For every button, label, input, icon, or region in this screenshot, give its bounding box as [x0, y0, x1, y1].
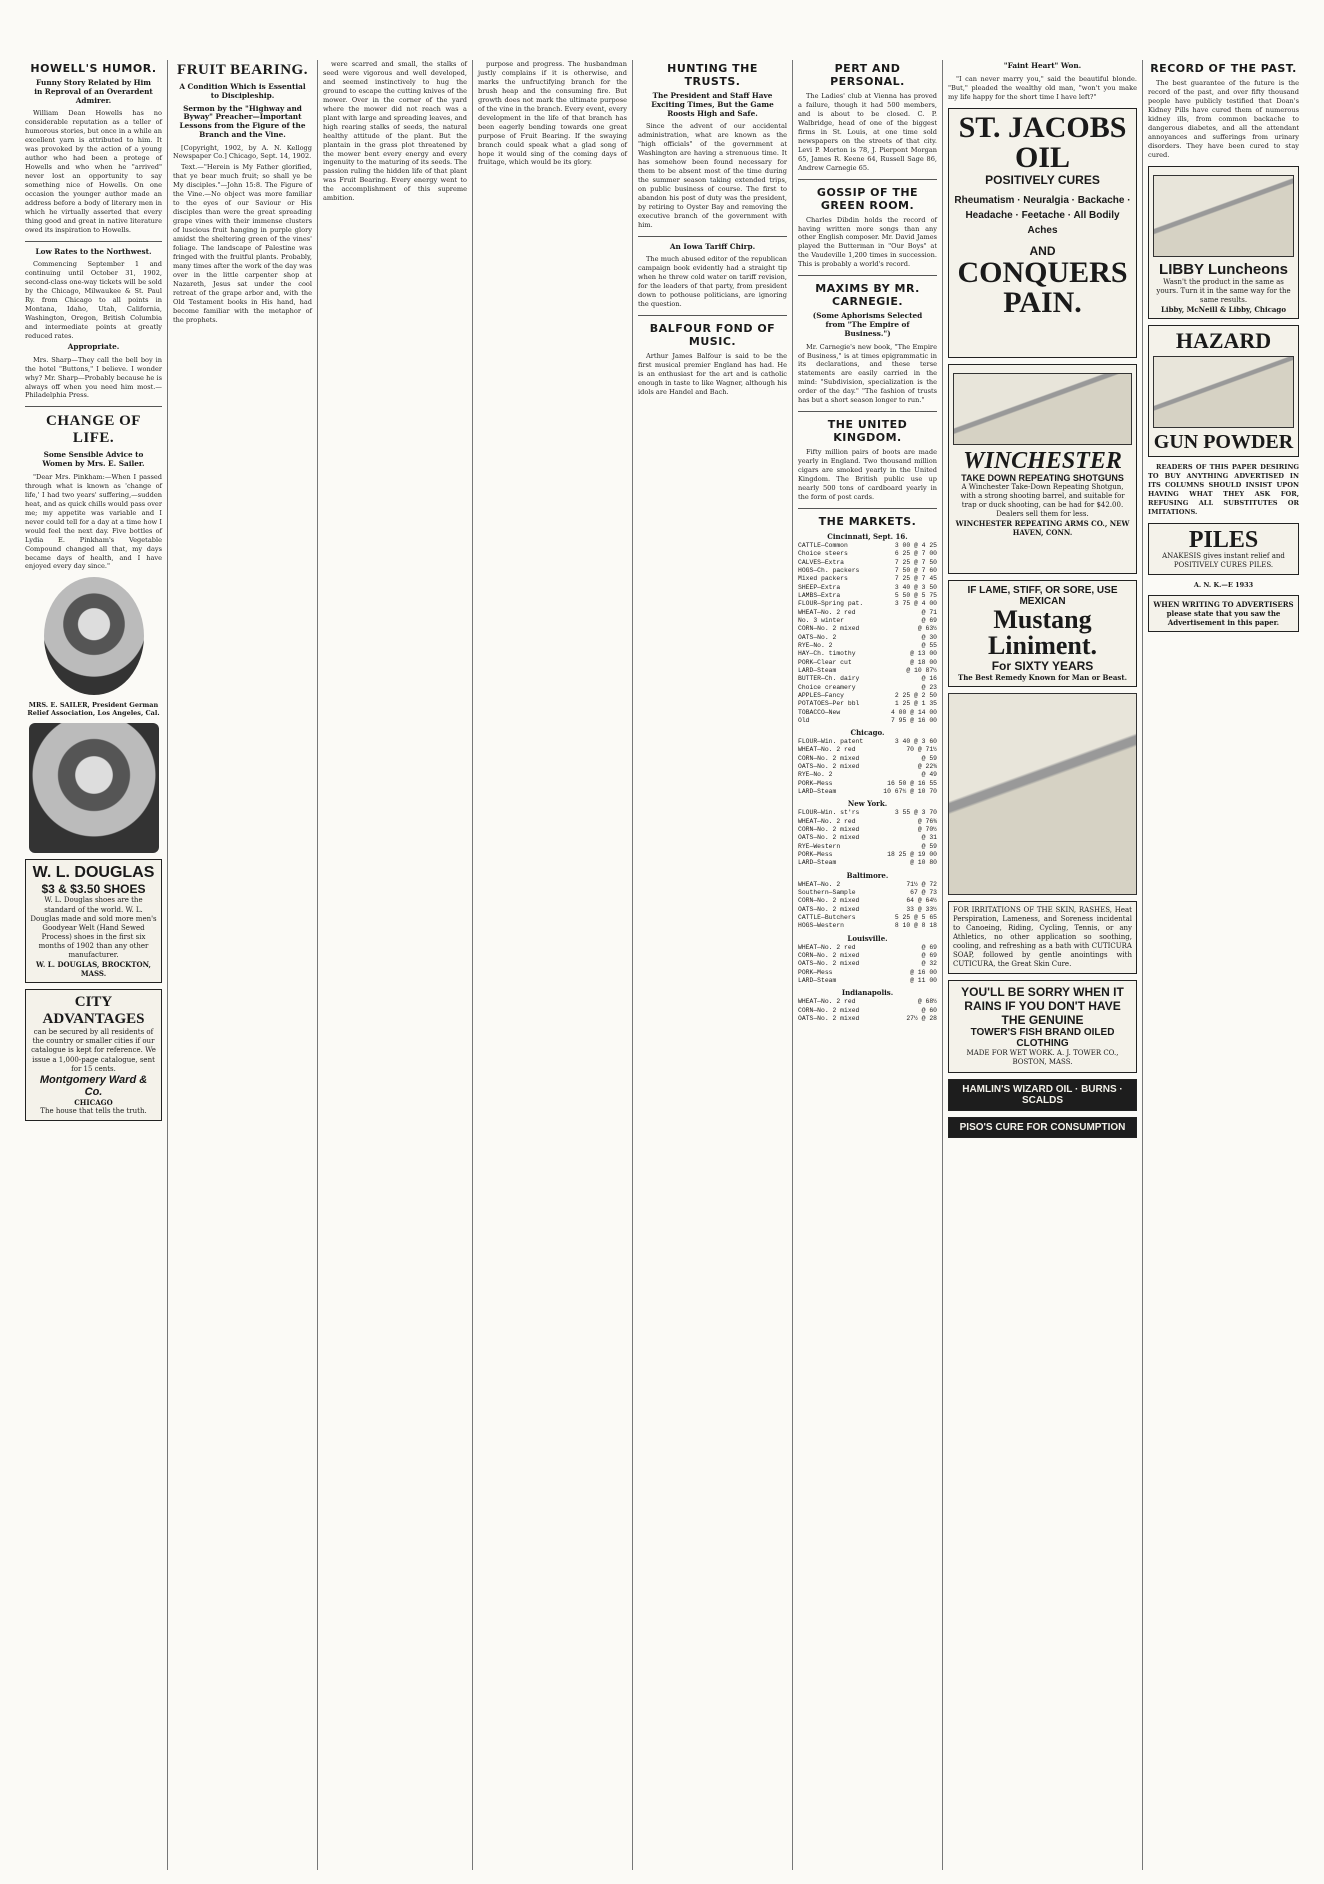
faint-title: "Faint Heart" Won.	[1003, 61, 1082, 70]
approp-text: Mrs. Sharp—They call the bell boy in the hotel "Buttons," I believe. I wonder why? Mr. Sharp—Probably because he is always off when you need him most.—Philadelphia Press.	[25, 355, 162, 400]
balfour-title: BALFOUR FOND OF MUSIC.	[649, 322, 776, 349]
balfour-text: Arthur James Balfour is said to be the first musical premier England has had. He is an enthusiast for the art and is catholic enough in taste to like Wagner, although his idols are Handel and Bach.	[638, 352, 787, 396]
trusts-text: Since the advent of our accidental administration, what are known as the "high officials" of the government at Washington are having a strenuous time. It has somehow been found necessary for them to be absent most of the time during the summer season taking extended trips, on public business of course. The first to abandon his post of duty was the president, by retiring to Oyster Bay and removing the executive branch of the government with him.	[638, 122, 787, 229]
market-item: RYE—Western	[798, 842, 841, 850]
market-item: PORK—Mess	[798, 851, 833, 859]
piles-title: PILES	[1188, 526, 1259, 553]
city-place: CHICAGO	[74, 1097, 113, 1107]
market-value: 10 67½ @ 10 70	[883, 788, 937, 796]
city-foot: The house that tells the truth.	[40, 1106, 147, 1115]
market-row	[798, 944, 937, 952]
market-item: TOBACCO—New	[798, 708, 841, 716]
maxims-title: MAXIMS BY MR. CARNEGIE.	[815, 282, 920, 309]
market-row	[798, 851, 937, 859]
market-row	[798, 881, 937, 889]
market-value: 16 50 @ 16 55	[887, 779, 937, 787]
fruit-subtitle-2: Sermon by the "Highway and Byway" Preacher—Important Lessons from the Figure of the Branch and the Vine.	[179, 103, 306, 139]
market-item: RYE—No. 2	[798, 771, 833, 779]
market-item: POTATOES—Per bbl	[798, 700, 860, 708]
approp-title: Appropriate.	[67, 341, 120, 351]
markets-table	[798, 998, 937, 1023]
winchester-ad	[948, 364, 1137, 574]
market-value: @ 59	[921, 842, 937, 850]
piso-text: PISO'S CURE FOR CONSUMPTION	[959, 1121, 1126, 1133]
market-row	[798, 977, 937, 985]
trusts-title: HUNTING THE TRUSTS.	[667, 62, 758, 88]
market-value: 70 @ 71½	[906, 746, 937, 754]
markets-city: Louisville.	[847, 933, 888, 943]
market-row	[798, 575, 937, 583]
market-value: @ 22¾	[917, 763, 937, 771]
mustang-ad	[948, 580, 1137, 687]
market-row	[798, 771, 937, 779]
market-value: @ 69	[921, 616, 937, 624]
market-row	[798, 617, 937, 625]
markets-city: Indianapolis.	[841, 988, 894, 998]
market-value: @ 60	[921, 1006, 937, 1014]
fruit-copyright: [Copyright, 1902, by A. N. Kellogg Newspaper Co.] Chicago, Sept. 14, 1902.	[173, 143, 312, 161]
libby-text: Wasn't the product in the same as yours. Turn it in the same way for the same results.	[1156, 277, 1291, 304]
northwest-title: Low Rates to the Northwest.	[35, 246, 152, 256]
hunter-illustration	[953, 373, 1132, 445]
duck-illustration	[1153, 356, 1294, 428]
change-subtitle: Some Sensible Advice to Women by Mrs. E. Sailer.	[42, 450, 145, 469]
winchester-sub: TAKE DOWN REPEATING SHOTGUNS	[961, 472, 1124, 483]
market-value: 33 @ 33½	[906, 905, 937, 913]
market-value: @ 68½	[917, 998, 937, 1006]
hazard-sub: GUN POWDER	[1153, 430, 1294, 453]
market-value: 67 @ 73	[910, 889, 937, 897]
jacobs-ad	[948, 108, 1137, 358]
market-row	[798, 914, 937, 922]
market-value: 5 25 @ 5 65	[894, 914, 937, 922]
column-4	[473, 60, 633, 1870]
market-item: WHEAT—No. 2 red	[798, 608, 856, 616]
market-value: 64 @ 64½	[906, 897, 937, 905]
city-text: can be secured by all residents of the country or smaller cities if our catalogue is kept for reference. We issue a 1,000-page catalogue, sent for 15 cents.	[31, 1028, 156, 1073]
market-value: 3 40 @ 3 60	[894, 738, 937, 746]
market-row	[798, 592, 937, 600]
market-value: 27½ @ 28	[906, 1015, 937, 1023]
market-row	[798, 906, 937, 914]
market-row	[798, 746, 937, 754]
market-item: PORK—Clear cut	[798, 658, 852, 666]
market-item: RYE—No. 2	[798, 641, 833, 649]
market-row	[798, 826, 937, 834]
market-row	[798, 634, 937, 642]
libby-title: LIBBY Luncheons	[1159, 260, 1288, 278]
market-item: No. 3 winter	[798, 616, 845, 624]
change-title: CHANGE OF LIFE.	[46, 413, 141, 447]
market-row	[798, 922, 937, 930]
divider	[798, 179, 937, 180]
market-item: PORK—Mess	[798, 968, 833, 976]
market-row	[798, 998, 937, 1006]
douglas-name: W. L. DOUGLAS	[32, 864, 155, 882]
jacobs-positively: POSITIVELY CURES	[985, 172, 1100, 187]
market-value: @ 59	[921, 754, 937, 762]
douglas-portrait	[29, 723, 159, 853]
market-value: @ 49	[921, 771, 937, 779]
markets-table	[798, 944, 937, 986]
market-row	[798, 650, 937, 658]
market-item: WHEAT—No. 2	[798, 880, 841, 888]
market-value: 3 55 @ 3 70	[894, 809, 937, 817]
market-item: APPLES—Fancy	[798, 691, 845, 699]
uk-text: Fifty million pairs of boots are made yearly in England. Two thousand million cigars are smoked yearly in the United Kingdom. The British public use up nearly 500 tons of cardboard yearly in the form of post cards.	[798, 448, 937, 501]
fruit-title: FRUIT BEARING.	[177, 62, 308, 78]
tariff-title: An Iowa Tariff Chirp.	[669, 241, 756, 251]
market-row	[798, 818, 937, 826]
market-value: @ 55	[921, 641, 937, 649]
winchester-address: WINCHESTER REPEATING ARMS CO., NEW HAVEN, CONN.	[955, 518, 1130, 538]
column-6	[793, 60, 943, 1870]
column-2	[168, 60, 318, 1870]
markets-title: THE MARKETS.	[818, 514, 917, 528]
market-item: LARD—Steam	[798, 666, 837, 674]
jacobs-name: ST. JACOBS OIL	[958, 110, 1127, 174]
city-title: CITY ADVANTAGES	[42, 994, 145, 1028]
markets-city: Chicago.	[850, 728, 885, 738]
market-row	[798, 667, 937, 675]
market-item: OATS—No. 2 mixed	[798, 960, 860, 968]
markets-city: Cincinnati, Sept. 16.	[827, 531, 908, 541]
market-item: BUTTER—Ch. dairy	[798, 675, 860, 683]
markets-city: Baltimore.	[846, 870, 889, 880]
market-row	[798, 834, 937, 842]
column-8	[1143, 60, 1304, 1870]
market-row	[798, 897, 937, 905]
mustang-name: Mustang Liniment.	[987, 604, 1098, 660]
pert-title: PERT AND PERSONAL.	[830, 62, 905, 88]
piles-text: ANAKESIS gives instant relief and POSITIVELY CURES PILES.	[1162, 551, 1285, 569]
city-ad	[25, 989, 162, 1121]
market-item: LAMBS—Extra	[798, 591, 841, 599]
hazard-ad	[1148, 325, 1299, 457]
trusts-subtitle: The President and Staff Have Exciting Times, But the Game Roosts High and Safe.	[651, 91, 774, 118]
market-item: OATS—No. 2 mixed	[798, 905, 860, 913]
douglas-address: W. L. DOUGLAS, BROCKTON, MASS.	[36, 960, 151, 979]
fruit-subtitle: A Condition Which is Essential to Discipleship.	[179, 82, 306, 100]
market-item: WHEAT—No. 2 red	[798, 943, 856, 951]
libby-illustration	[1153, 175, 1294, 257]
market-row	[798, 1007, 937, 1015]
fruit-continued-text: were scarred and small, the stalks of seed were vigorous and well developed, and seemed instinctively to hug the ground to escape the cutting knives of the mower. Over in the corner of the yard where the mower did not reach was a plant with large and spreading leaves, and high rearing stalks of seeds, the natural healthy attitude of the plant. But the plantain in the grass plot threatened by the mower bent every energy and every ingenuity to the maturing of its seeds. The passion ruling the hidden life of that plant was Fruit Bearing. Every energy went to the accomplishment of this supreme ambition.	[323, 60, 467, 203]
market-row	[798, 567, 937, 575]
markets-city: New York.	[847, 799, 888, 809]
market-row	[798, 550, 937, 558]
market-row	[798, 609, 937, 617]
market-value: 1 25 @ 1 35	[894, 700, 937, 708]
footer-text: WHEN WRITING TO ADVERTISERS please state that you saw the Advertisement in this paper.	[1153, 599, 1294, 628]
market-row	[798, 809, 937, 817]
market-value: 7 50 @ 7 60	[894, 566, 937, 574]
tower-ad	[948, 980, 1137, 1072]
divider	[638, 236, 787, 237]
market-value: @ 63½	[917, 625, 937, 633]
market-item: WHEAT—No. 2 red	[798, 817, 856, 825]
market-row	[798, 859, 937, 867]
market-row	[798, 843, 937, 851]
market-item: HAY—Ch. timothy	[798, 650, 856, 658]
footer-notice	[1148, 595, 1299, 632]
mustang-top: IF LAME, STIFF, OR SORE, USE MEXICAN	[967, 584, 1118, 607]
market-row	[798, 542, 937, 550]
market-value: @ 16	[921, 675, 937, 683]
market-value: @ 71	[921, 608, 937, 616]
gossip-text: Charles Dibdin holds the record of having written more songs than any other English composer. Mr. David James played the Butterman in "Our Boys" at the Vaudeville 1,200 times in succession. This is probably a world's record.	[798, 215, 937, 269]
column-7	[943, 60, 1143, 1870]
market-item: CORN—No. 2 mixed	[798, 952, 860, 960]
market-item: WHEAT—No. 2 red	[798, 746, 856, 754]
douglas-line: $3 & $3.50 SHOES	[41, 882, 146, 897]
market-row	[798, 600, 937, 608]
piso-ad	[948, 1117, 1137, 1138]
markets-table	[798, 809, 937, 867]
mustang-foot: The Best Remedy Known for Man or Beast.	[957, 672, 1128, 682]
market-item: LARD—Steam	[798, 788, 837, 796]
humor-title: HOWELL'S HUMOR.	[30, 62, 157, 75]
gossip-title: GOSSIP OF THE GREEN ROOM.	[816, 185, 919, 212]
divider	[25, 406, 162, 407]
market-row	[798, 675, 937, 683]
douglas-text: W. L. Douglas shoes are the standard of the world. W. L. Douglas made and sold more men's Goodyear Welt (Hand Sewed Process) shoes in the first six months of 1902 than any other manufacturer.	[30, 896, 157, 959]
maxims-subtitle: (Some Aphorisms Selected from "The Empire of Business.")	[812, 311, 923, 338]
market-value: @ 32	[921, 960, 937, 968]
market-value: 6 25 @ 7 00	[894, 550, 937, 558]
market-item: FLOUR—Win. patent	[798, 738, 864, 746]
column-3	[318, 60, 473, 1870]
market-row	[798, 642, 937, 650]
market-item: CORN—No. 2 mixed	[798, 754, 860, 762]
market-row	[798, 709, 937, 717]
market-value: @ 11 00	[910, 977, 937, 985]
market-value: 4 00 @ 14 00	[890, 708, 937, 716]
tariff-text: The much abused editor of the republican campaign book evidently had a straight tip when he threw cold water on tariff revision, for the leaders of that party, from president down to pothouse politicians, are ignoring the question.	[638, 255, 787, 309]
douglas-ad	[25, 859, 162, 983]
market-row	[798, 692, 937, 700]
divider	[798, 275, 937, 276]
market-value: 7 25 @ 7 45	[894, 575, 937, 583]
footer-code: A. N. K.—E 1933	[1193, 580, 1254, 589]
market-value: @ 13 00	[910, 650, 937, 658]
market-item: FLOUR—Spring pat.	[798, 600, 864, 608]
mustang-years: For SIXTY YEARS	[991, 658, 1094, 673]
city-signature: Montgomery Ward & Co.	[39, 1073, 148, 1098]
market-row	[798, 960, 937, 968]
market-value: @ 10 87½	[906, 666, 937, 674]
faint-text: "I can never marry you," said the beautiful blonde. "But," pleaded the wealthy old man, "won't you make my life happy for the short time I have left?"	[948, 74, 1137, 101]
market-item: CORN—No. 2 mixed	[798, 897, 860, 905]
piles-ad	[1148, 523, 1299, 575]
column-5	[633, 60, 793, 1870]
market-row	[798, 684, 937, 692]
markets-table	[798, 542, 937, 725]
market-value: @ 69	[921, 943, 937, 951]
market-item: CORN—No. 2 mixed	[798, 625, 860, 633]
market-item: WHEAT—No. 2 red	[798, 998, 856, 1006]
market-value: 3 75 @ 4 00	[894, 600, 937, 608]
hamlin-text: HAMLIN'S WIZARD OIL · BURNS · SCALDS	[962, 1083, 1123, 1106]
uk-title: THE UNITED KINGDOM.	[827, 418, 908, 445]
humor-subtitle: Funny Story Related by Him in Reproval of an Overardent Admirer.	[34, 78, 153, 105]
jacobs-list: Rheumatism · Neuralgia · Backache · Headache · Feetache · All Bodily Aches	[954, 194, 1131, 236]
maxims-text: Mr. Carnegie's new book, "The Empire of Business," is at times epigrammatic in its declarations, and these terse statements are easily carried in the mind: "Subdivision, specialization is the order of the day." "The fashion of trusts has but a short season longer to run."	[798, 342, 937, 405]
market-item: HOGS—Western	[798, 922, 845, 930]
market-item: CORN—No. 2 mixed	[798, 826, 860, 834]
market-value: @ 76¾	[917, 817, 937, 825]
northwest-text: Commencing September 1 and continuing until October 31, 1902, second-class one-way tickets will be sold by the Chicago, Milwaukee & St. Paul Ry. from Chicago to all points in Montana, Idaho, Utah, California, Washington, Oregon, British Columbia and intermediate points at greatly reduced rates.	[25, 260, 162, 340]
market-value: @ 30	[921, 633, 937, 641]
market-value: @ 16 00	[910, 968, 937, 976]
market-value: 2 25 @ 2 50	[894, 691, 937, 699]
market-value: 71½ @ 72	[906, 880, 937, 888]
market-value: @ 10 80	[910, 859, 937, 867]
cuticura-ad	[948, 901, 1137, 975]
market-value: 7 25 @ 7 50	[894, 558, 937, 566]
market-item: SHEEP—Extra	[798, 583, 841, 591]
newspaper-page	[20, 60, 1304, 1870]
divider	[638, 315, 787, 316]
market-item: OATS—No. 2 mixed	[798, 1015, 860, 1023]
market-row	[798, 559, 937, 567]
market-row	[798, 788, 937, 796]
market-row	[798, 659, 937, 667]
record-title: RECORD OF THE PAST.	[1150, 62, 1297, 75]
market-item: Mixed packers	[798, 575, 848, 583]
market-value: @ 70½	[917, 826, 937, 834]
column-1	[20, 60, 168, 1870]
market-value: 5 50 @ 5 75	[894, 591, 937, 599]
market-item: FLOUR—Win. st'rs	[798, 809, 860, 817]
market-item: CATTLE—Butchers	[798, 914, 856, 922]
market-value: @ 23	[921, 683, 937, 691]
markets-table	[798, 738, 937, 796]
market-item: Old	[798, 716, 810, 724]
market-row	[798, 717, 937, 725]
market-item: Choice creamery	[798, 683, 856, 691]
market-row	[798, 700, 937, 708]
market-row	[798, 755, 937, 763]
cuticura-text: FOR IRRITATIONS OF THE SKIN, RASHES, Heat Perspiration, Lameness, and Soreness incidental to Canoeing, Riding, Cycling, Tennis, or any Athletics, no other application so soothing, cooling, and refreshing as a bath with CUTICURA SOAP, followed by gentle anointings with CUTICURA, the Great Skin Cure.	[953, 905, 1132, 969]
market-item: CALVES—Extra	[798, 558, 845, 566]
market-value: 7 95 @ 16 00	[890, 716, 937, 724]
fruit-continued-text-2: purpose and progress. The husbandman justly complains if it is otherwise, and marks the unfructifying branch for the brush heap and the consuming fire. But growth does not mark the ultimate purpose of the vine in the branch. Every event, every development in the life of that branch has been eagerly bending towards one great purpose of Fruit Bearing. If the swaying branch could speak what a glad song of hope it would sing of the coming days of fruitage, which would be its glory.	[478, 60, 627, 167]
fruit-text: Text.—"Herein is My Father glorified, that ye bear much fruit; so shall ye be My disciples."—John 15:8. The Figure of the Vine.—No object was more familiar to the eyes of our Saviour or His disciples than were the great spreading grape vines with their immense clusters of luscious fruit hanging in purple glory amidst the sheltering green of the vines' foliage. The landscape of Palestine was fringed with the fruitful plants. Probably, many times after the work of the day was over in the little carpenter shop at Nazareth, Jesus sat under the cool retreat of the grape arbor and, with the Old Testament books in His hand, had become familiar with the metaphor of the prophets.	[173, 163, 312, 324]
market-row	[798, 584, 937, 592]
market-value: @ 31	[921, 834, 937, 842]
market-item: CORN—No. 2 mixed	[798, 1006, 860, 1014]
market-item: HOGS—Ch. packers	[798, 566, 860, 574]
hazard-notice: READERS OF THIS PAPER DESIRING TO BUY ANYTHING ADVERTISED IN ITS COLUMNS SHOULD INSIST UPON HAVING WHAT THEY ASK FOR, REFUSING ALL SUBSTITUTES OR IMITATIONS.	[1148, 462, 1299, 516]
market-row	[798, 625, 937, 633]
jacobs-and: AND	[1029, 243, 1056, 258]
divider	[798, 508, 937, 509]
humor-text: William Dean Howells has no considerable reputation as a teller of humorous stories, but once in a while an excellent yarn is attributed to him. It was provoked by the action of a young author who had been a protege of Howells and who when he "arrived" never lost an opportunity to say something nice of Howells. On one occasion the younger author made an address before a body of literary men in which he virtually asserted that every thing good and great in native literature owed its inspiration to Howells.	[25, 109, 162, 234]
canoe-illustration	[948, 693, 1137, 895]
market-row	[798, 969, 937, 977]
market-item: LARD—Steam	[798, 859, 837, 867]
market-item: PORK—Mess	[798, 779, 833, 787]
market-row	[798, 780, 937, 788]
jacobs-conquers: CONQUERS PAIN.	[957, 255, 1128, 319]
market-item: OATS—No. 2	[798, 633, 837, 641]
divider	[25, 241, 162, 242]
market-item: OATS—No. 2 mixed	[798, 763, 860, 771]
markets-table	[798, 881, 937, 931]
winchester-text: A Winchester Take-Down Repeating Shotgun, with a strong shooting barrel, and suitable for trap or duck shooting, can be had for $42.00. Dealers sell them for less.	[960, 482, 1125, 518]
hazard-title: HAZARD	[1175, 327, 1272, 353]
libby-ad	[1148, 166, 1299, 319]
market-row	[798, 1015, 937, 1023]
market-row	[798, 763, 937, 771]
record-text: The best guarantee of the future is the record of the past, and over fifty thousand people have publicly testified that Doan's Kidney Pills have cured them of numerous kidney ills, from common backache to dangerous diabetes, and all the attendant annoyances and sufferings from urinary disorders. They have been cured to stay cured.	[1148, 79, 1299, 159]
market-value: 3 40 @ 3 50	[894, 583, 937, 591]
sorry-foot: MADE FOR WET WORK. A. J. TOWER CO., BOSTON, MASS.	[966, 1049, 1119, 1067]
divider	[798, 411, 937, 412]
market-value: @ 69	[921, 952, 937, 960]
change-text: "Dear Mrs. Pinkham:—When I passed through what is known as 'change of life,' I had two years' suffering,—sudden heat, and as quick chills would pass over me; my appetite was variable and I never could tell for a day at a time how I would feel the next day. Five bottles of Lydia E. Pinkham's Vegetable Compound changed all that, my days became days of health, and I have enjoyed every day since."	[25, 472, 162, 571]
market-row	[798, 952, 937, 960]
portrait-caption: MRS. E. SAILER, President German Relief Association, Los Angeles, Cal.	[27, 701, 160, 718]
market-item: Choice steers	[798, 550, 848, 558]
winchester-name: WINCHESTER	[963, 447, 1122, 474]
market-value: 18 25 @ 19 00	[887, 851, 937, 859]
sorry-brand: TOWER'S FISH BRAND OILED CLOTHING	[970, 1027, 1115, 1050]
sorry-title: YOU'LL BE SORRY WHEN IT RAINS IF YOU DON'T HAVE THE GENUINE	[961, 985, 1124, 1028]
market-value: 3 00 @ 4 25	[894, 541, 937, 549]
libby-address: Libby, McNeill & Libby, Chicago	[1161, 304, 1286, 314]
hamlin-ad	[948, 1079, 1137, 1111]
sailer-portrait	[44, 577, 144, 695]
market-item: LARD—Steam	[798, 977, 837, 985]
market-value: 8 10 @ 8 18	[894, 922, 937, 930]
market-item: CATTLE—Common	[798, 541, 848, 549]
market-item: OATS—No. 2 mixed	[798, 834, 860, 842]
pert-text: The Ladies' club at Vienna has proved a failure, though it had 500 members, and is about to be closed. C. P. Walbridge, head of one of the biggest firms in St. Louis, at one time sold newspapers on the streets of that city. Levi P. Morton is 78, J. Pierpont Morgan 65, James R. Keene 64, Russell Sage 86, Andrew Carnegie 65.	[798, 92, 937, 172]
market-item: Southern—Sample	[798, 889, 856, 897]
market-value: @ 18 00	[910, 658, 937, 666]
